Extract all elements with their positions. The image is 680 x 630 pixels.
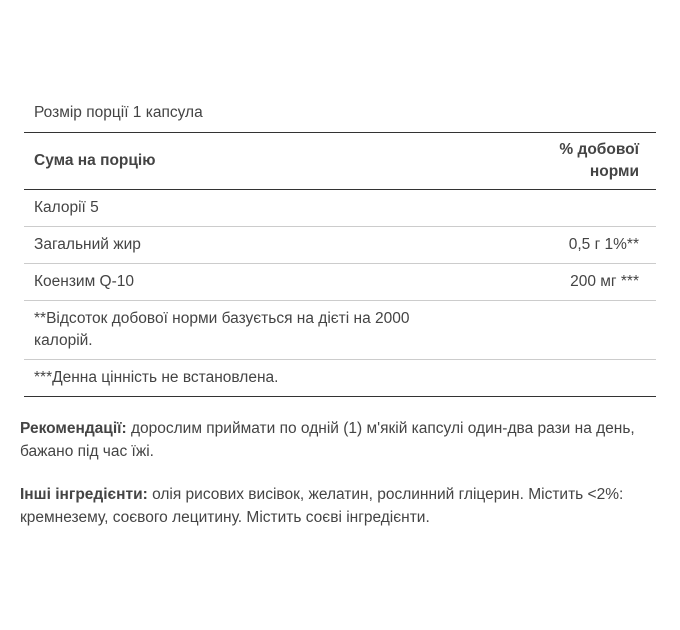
- other-ingredients-text: олія рисових висівок, желатин, рослинний гліцерин. Містить <2%: кремнезему, соєвого лецитину. Містить соєві інгредієнти.: [20, 486, 624, 526]
- nutrient-value: [345, 190, 656, 227]
- other-ingredients-paragraph: [20, 483, 660, 529]
- amount-per-serving-header: Сума на порцію: [24, 133, 345, 190]
- table-row: [24, 227, 656, 264]
- nutrient-value: 200 мг ***: [345, 264, 656, 301]
- table-row: [24, 264, 656, 301]
- serving-size-row: [24, 94, 656, 133]
- recommendations-text: дорослим приймати по одній (1) м'якій капсулі один-два рази на день, бажано під час їжі.: [20, 420, 635, 460]
- table-header-row: [24, 133, 656, 190]
- serving-size: Розмір порції 1 капсула: [24, 94, 656, 133]
- footnote-row: [24, 301, 656, 360]
- recommendations-paragraph: [20, 417, 660, 463]
- table-row: [24, 190, 656, 227]
- not-established-footnote: ***Денна цінність не встановлена.: [24, 360, 656, 397]
- daily-value-footnote: **Відсоток добової норми базується на дієті на 2000 калорій.: [34, 310, 410, 349]
- footnote-row: [24, 360, 656, 397]
- recommendations-label: Рекомендації:: [20, 420, 127, 437]
- nutrient-name: Калорії 5: [24, 190, 345, 227]
- nutrient-name: Коензим Q-10: [24, 264, 345, 301]
- other-ingredients-label: Інші інгредієнти:: [20, 486, 148, 503]
- supplement-facts-table: [24, 94, 656, 397]
- daily-value-header: % добової норми: [559, 141, 639, 180]
- nutrient-value: 0,5 г 1%**: [345, 227, 656, 264]
- nutrient-name: Загальний жир: [24, 227, 345, 264]
